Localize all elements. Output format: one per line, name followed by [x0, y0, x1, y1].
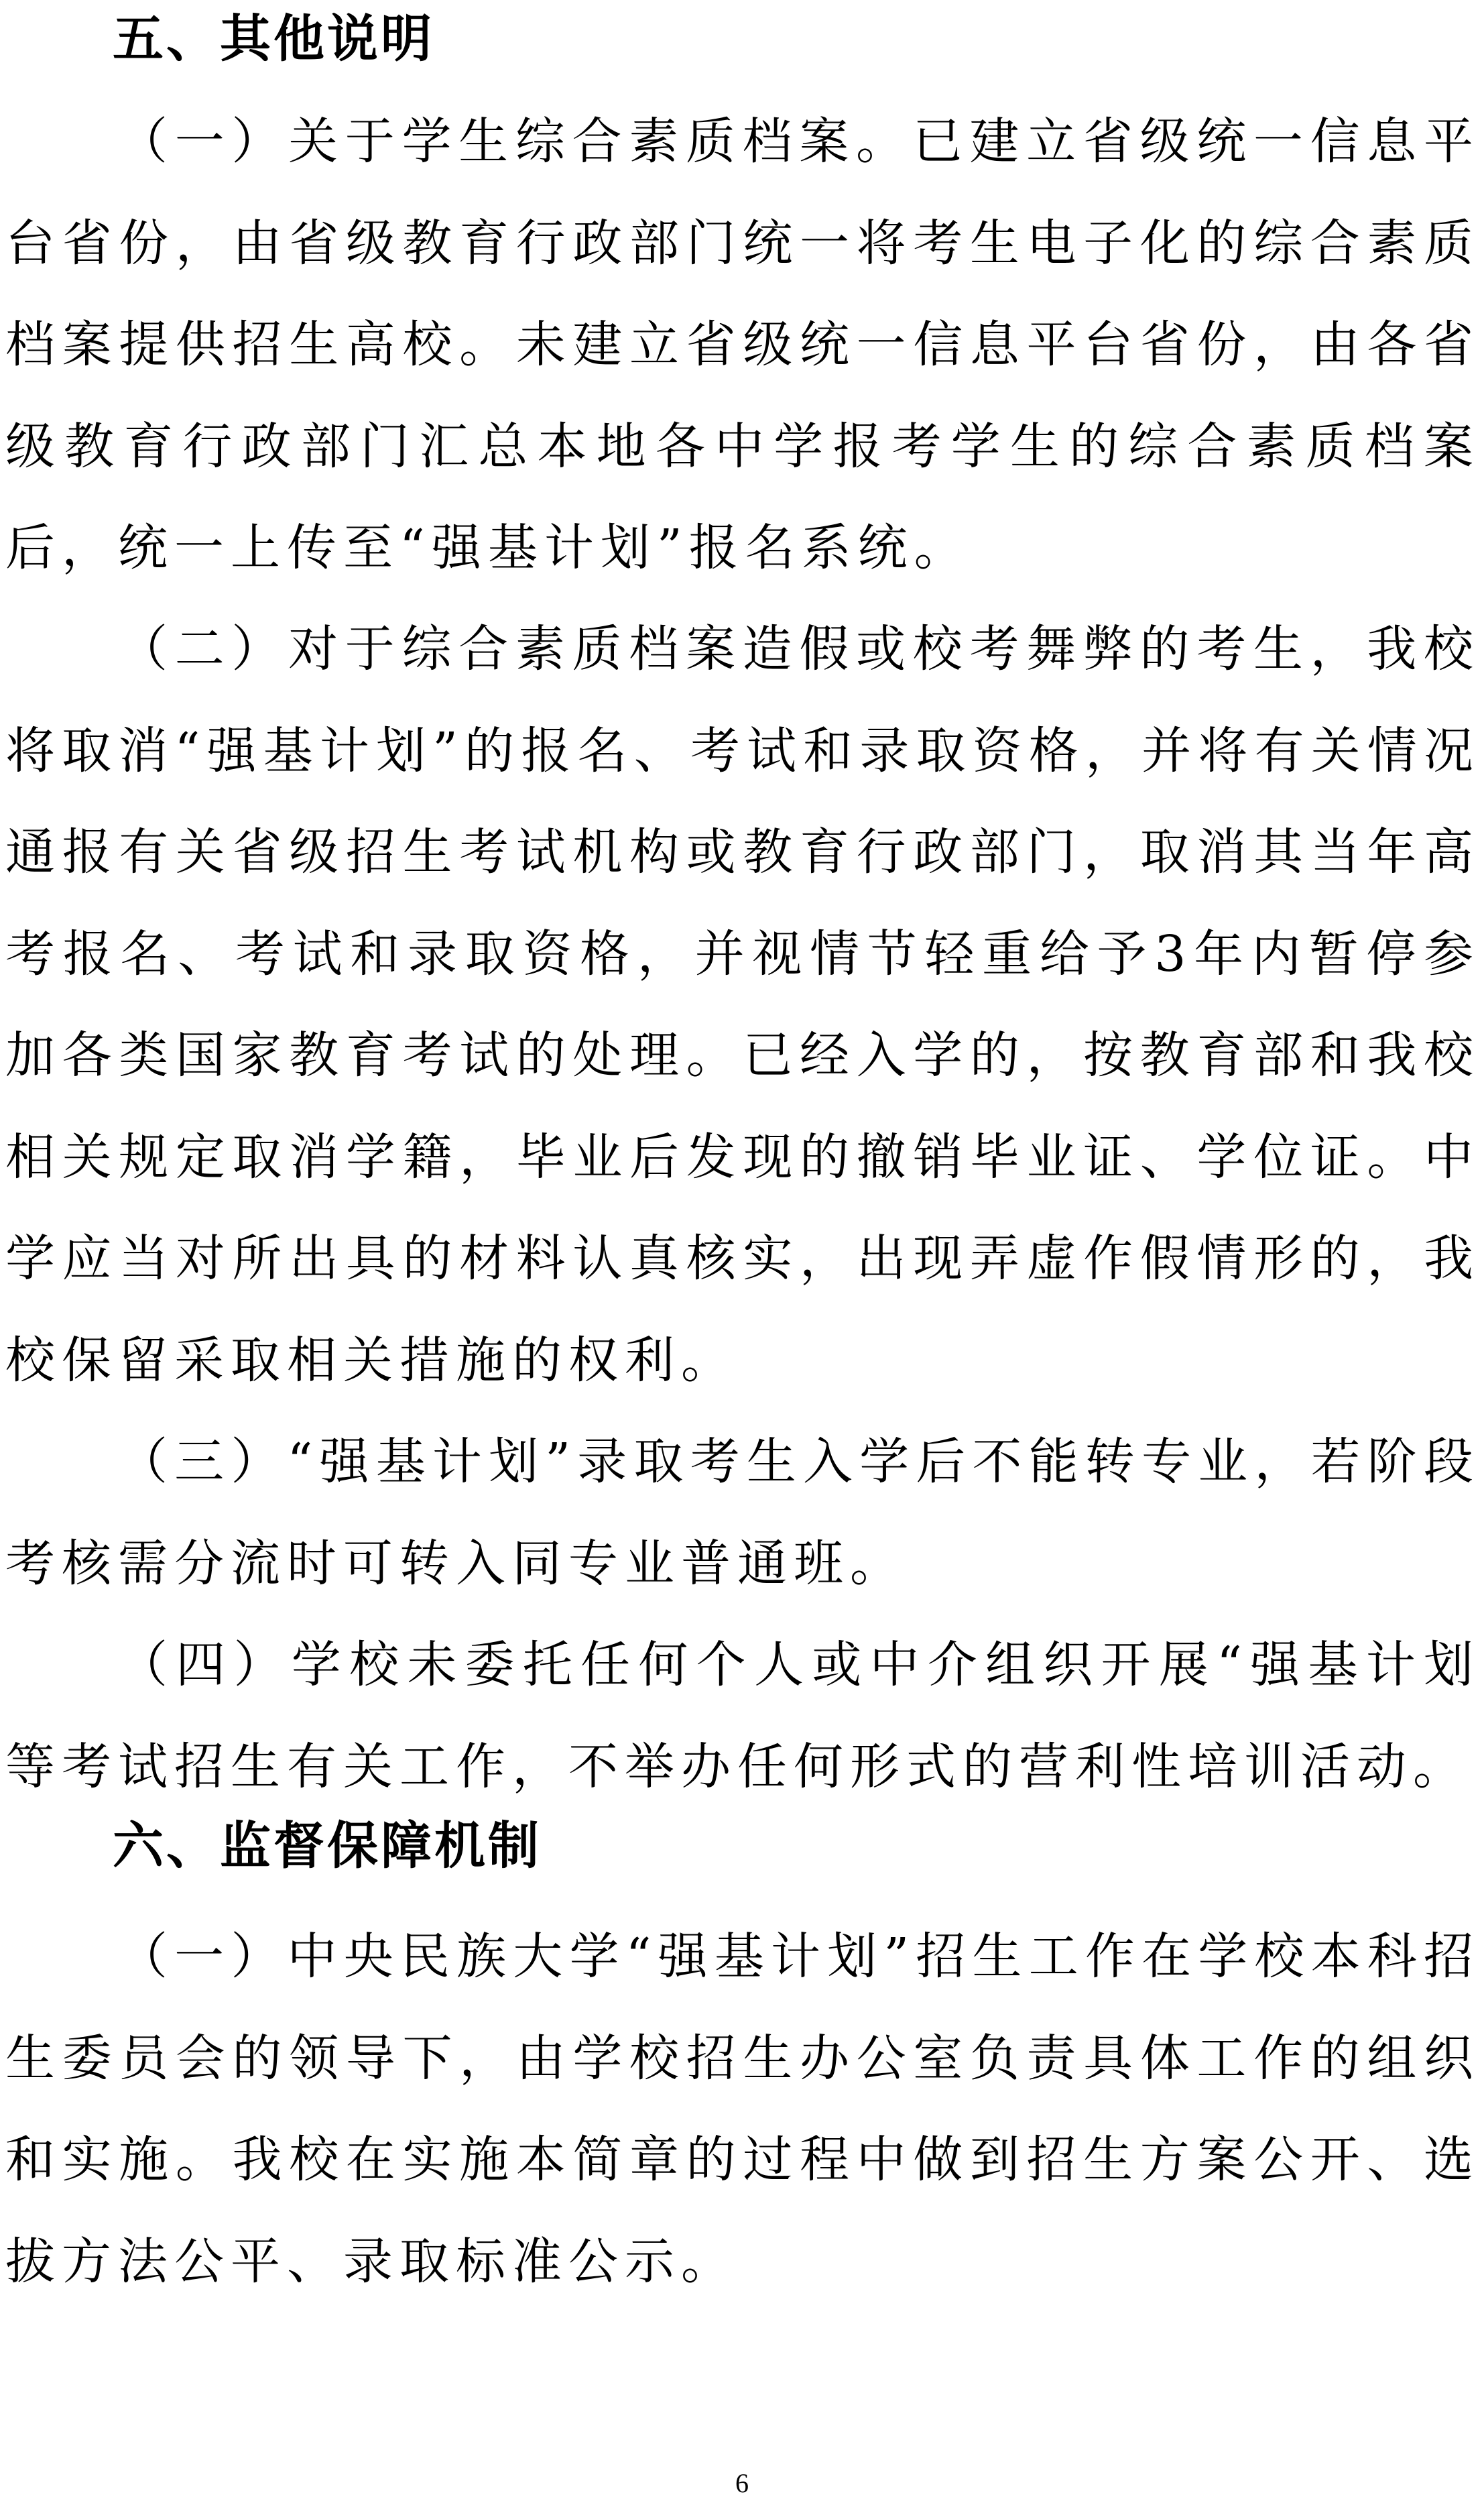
paragraph-admission-committee-leadership: （一）中央民族大学“强基计划”招生工作在学校本科招生委员会的领导下，由学校招生办公室负责具体工作的组织和实施。我校在实施本简章的过程中做到招生方案公开、选拔方法公平、录取标准公示。	[5, 1928, 1480, 2290]
section-heading-other-notes: 五、其他说明	[113, 9, 434, 68]
paragraph-no-major-transfer: （三）“强基计划”录取考生入学后不能转专业，若阶段考核需分流时可转入同专业普通班。	[5, 1433, 1480, 1592]
paragraph-comprehensive-quality-archive: （一）关于学生综合素质档案。已建立省级统一信息平台省份，由省级教育行政部门统一将考生电子化的综合素质档案提供招生高校。未建立省级统一信息平台省份，由各省级教育行政部门汇总本地各中学报考学生的综合素质档案后，统一上传至“强基计划”报名系统。	[5, 113, 1480, 577]
section-heading-supervision-mechanism: 六、监督保障机制	[113, 1816, 542, 1875]
paragraph-no-agency-entrusted: （四）学校未委托任何个人或中介组织开展“强基计划等考试招生有关工作，不举办任何形式的营利性培训活动。	[5, 1636, 1480, 1796]
page-number: 6	[735, 2468, 749, 2498]
paragraph-fraud-penalty: （二）对于综合素质档案造假或校考舞弊的考生，我校将取消“强基计划”的报名、考试和录取资格，并将有关情况通报有关省级招生考试机构或教育行政部门，取消其当年高考报名、考试和录取资格，并视情节轻重给予3年内暂停参加各类国家教育考试的处理。已经入学的，按教育部和我校相关规定取消学籍，毕业后发现的撤销毕业证、学位证。中学应当对所出具的材料认真核实，出现弄虚作假情形的，我校保留采取相关措施的权利。	[5, 620, 1480, 1389]
